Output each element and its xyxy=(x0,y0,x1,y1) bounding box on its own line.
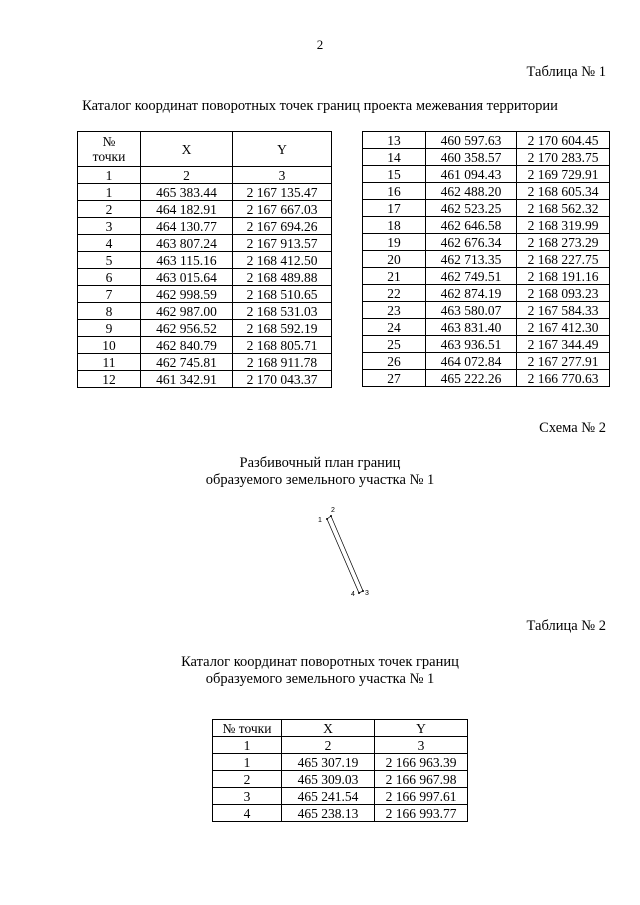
table-row xyxy=(363,302,610,319)
x-coordinate-cell: 462 676.34 xyxy=(426,234,517,251)
table-row xyxy=(363,166,610,183)
x-coordinate-cell: 462 998.59 xyxy=(141,286,233,303)
x-coordinate-cell: 464 130.77 xyxy=(141,218,233,235)
x-coordinate-cell: 462 745.81 xyxy=(141,354,233,371)
table-row xyxy=(363,251,610,268)
y-coordinate-cell: 2 168 911.78 xyxy=(233,354,332,371)
x-coordinate-cell: 463 115.16 xyxy=(141,252,233,269)
header-x: X xyxy=(282,720,375,737)
x-coordinate-cell: 460 358.57 xyxy=(426,149,517,166)
x-coordinate-cell: 463 936.51 xyxy=(426,336,517,353)
table-row xyxy=(363,285,610,302)
point-number-cell: 23 xyxy=(363,302,426,319)
x-coordinate-cell: 461 342.91 xyxy=(141,371,233,388)
point-number-cell: 19 xyxy=(363,234,426,251)
point-label-3: 3 xyxy=(365,590,369,597)
point-number-cell: 20 xyxy=(363,251,426,268)
x-coordinate-cell: 465 383.44 xyxy=(141,184,233,201)
y-coordinate-cell: 2 167 694.26 xyxy=(233,218,332,235)
table1-label: Таблица № 1 xyxy=(526,64,606,80)
point-number-cell: 10 xyxy=(78,337,141,354)
x-coordinate-cell: 465 222.26 xyxy=(426,370,517,387)
table-row xyxy=(363,200,610,217)
table-row xyxy=(78,354,332,371)
table1-right xyxy=(362,131,610,387)
x-coordinate-cell: 462 874.19 xyxy=(426,285,517,302)
x-coordinate-cell: 461 094.43 xyxy=(426,166,517,183)
index-cell: 3 xyxy=(375,737,468,754)
table-row xyxy=(363,217,610,234)
point-label-2: 2 xyxy=(331,507,335,514)
table-index-row xyxy=(78,167,332,184)
y-coordinate-cell: 2 168 093.23 xyxy=(517,285,610,302)
point-number-cell: 6 xyxy=(78,269,141,286)
x-coordinate-cell: 462 840.79 xyxy=(141,337,233,354)
table2-title-line1: Каталог координат поворотных точек границ xyxy=(181,654,459,670)
point-number-cell: 1 xyxy=(78,184,141,201)
point-number-cell: 26 xyxy=(363,353,426,370)
index-cell: 3 xyxy=(233,167,332,184)
point-number-cell: 14 xyxy=(363,149,426,166)
point-number-cell: 18 xyxy=(363,217,426,234)
table-row xyxy=(78,252,332,269)
table2-label: Таблица № 2 xyxy=(526,618,606,634)
table-row xyxy=(213,788,468,805)
y-coordinate-cell: 2 169 729.91 xyxy=(517,166,610,183)
point-number-cell: 8 xyxy=(78,303,141,320)
table-row xyxy=(363,336,610,353)
x-coordinate-cell: 462 956.52 xyxy=(141,320,233,337)
table-row xyxy=(363,370,610,387)
table-row xyxy=(78,371,332,388)
y-coordinate-cell: 2 168 227.75 xyxy=(517,251,610,268)
table-row xyxy=(78,218,332,235)
table-row xyxy=(78,320,332,337)
point-number-cell: 22 xyxy=(363,285,426,302)
table-row xyxy=(363,319,610,336)
point-number-cell: 17 xyxy=(363,200,426,217)
y-coordinate-cell: 2 170 604.45 xyxy=(517,132,610,149)
table-row xyxy=(213,805,468,822)
point-number-cell: 3 xyxy=(78,218,141,235)
point-number-cell: 7 xyxy=(78,286,141,303)
y-coordinate-cell: 2 170 043.37 xyxy=(233,371,332,388)
point-number-cell: 2 xyxy=(78,201,141,218)
point-number-cell: 21 xyxy=(363,268,426,285)
point-number-cell: 9 xyxy=(78,320,141,337)
table-index-row xyxy=(213,737,468,754)
point-number-cell: 12 xyxy=(78,371,141,388)
x-coordinate-cell: 463 807.24 xyxy=(141,235,233,252)
scheme2-label: Схема № 2 xyxy=(539,420,606,436)
x-coordinate-cell: 464 072.84 xyxy=(426,353,517,370)
point-number-cell: 24 xyxy=(363,319,426,336)
header-x: X xyxy=(141,132,233,167)
y-coordinate-cell: 2 166 963.39 xyxy=(375,754,468,771)
point-number-cell: 16 xyxy=(363,183,426,200)
point-number-cell: 1 xyxy=(213,754,282,771)
point-number-cell: 5 xyxy=(78,252,141,269)
index-cell: 2 xyxy=(141,167,233,184)
x-coordinate-cell: 463 580.07 xyxy=(426,302,517,319)
point-marker-3 xyxy=(362,590,364,592)
x-coordinate-cell: 463 015.64 xyxy=(141,269,233,286)
index-cell: 1 xyxy=(213,737,282,754)
scheme2-title-line1: Разбивочный план границ xyxy=(239,455,401,471)
point-number-cell: 13 xyxy=(363,132,426,149)
x-coordinate-cell: 465 241.54 xyxy=(282,788,375,805)
y-coordinate-cell: 2 166 967.98 xyxy=(375,771,468,788)
x-coordinate-cell: 463 831.40 xyxy=(426,319,517,336)
page-number: 2 xyxy=(316,37,324,52)
header-point-number: № точки xyxy=(78,132,141,167)
y-coordinate-cell: 2 167 344.49 xyxy=(517,336,610,353)
point-marker-4 xyxy=(358,592,360,594)
y-coordinate-cell: 2 167 412.30 xyxy=(517,319,610,336)
y-coordinate-cell: 2 167 913.57 xyxy=(233,235,332,252)
x-coordinate-cell: 465 307.19 xyxy=(282,754,375,771)
y-coordinate-cell: 2 168 489.88 xyxy=(233,269,332,286)
index-cell: 1 xyxy=(78,167,141,184)
header-point-number: № точки xyxy=(213,720,282,737)
table-row xyxy=(78,184,332,201)
table1-title: Каталог координат поворотных точек границ проекта межевания территории xyxy=(82,98,558,114)
table-row xyxy=(363,183,610,200)
y-coordinate-cell: 2 168 412.50 xyxy=(233,252,332,269)
y-coordinate-cell: 2 166 997.61 xyxy=(375,788,468,805)
table-row xyxy=(363,268,610,285)
x-coordinate-cell: 462 523.25 xyxy=(426,200,517,217)
table-row xyxy=(363,132,610,149)
table-row xyxy=(78,303,332,320)
x-coordinate-cell: 462 713.35 xyxy=(426,251,517,268)
table-row xyxy=(363,353,610,370)
y-coordinate-cell: 2 167 584.33 xyxy=(517,302,610,319)
header-y: Y xyxy=(233,132,332,167)
boundary-plan-diagram xyxy=(300,500,390,605)
y-coordinate-cell: 2 168 562.32 xyxy=(517,200,610,217)
y-coordinate-cell: 2 168 605.34 xyxy=(517,183,610,200)
point-label-4: 4 xyxy=(351,591,355,598)
y-coordinate-cell: 2 168 531.03 xyxy=(233,303,332,320)
table2 xyxy=(212,719,468,822)
x-coordinate-cell: 462 987.00 xyxy=(141,303,233,320)
y-coordinate-cell: 2 167 135.47 xyxy=(233,184,332,201)
point-number-cell: 25 xyxy=(363,336,426,353)
table2-title-line2: образуемого земельного участка № 1 xyxy=(205,671,435,687)
y-coordinate-cell: 2 166 770.63 xyxy=(517,370,610,387)
x-coordinate-cell: 462 646.58 xyxy=(426,217,517,234)
table-row xyxy=(78,269,332,286)
y-coordinate-cell: 2 168 510.65 xyxy=(233,286,332,303)
x-coordinate-cell: 462 749.51 xyxy=(426,268,517,285)
table-header-row xyxy=(78,132,332,167)
y-coordinate-cell: 2 168 319.99 xyxy=(517,217,610,234)
table1-left xyxy=(77,131,332,388)
point-number-cell: 4 xyxy=(78,235,141,252)
point-number-cell: 27 xyxy=(363,370,426,387)
scheme2-title-line2: образуемого земельного участка № 1 xyxy=(205,472,435,488)
point-number-cell: 4 xyxy=(213,805,282,822)
table-row xyxy=(78,337,332,354)
table-row xyxy=(213,754,468,771)
point-number-cell: 2 xyxy=(213,771,282,788)
x-coordinate-cell: 462 488.20 xyxy=(426,183,517,200)
y-coordinate-cell: 2 168 273.29 xyxy=(517,234,610,251)
y-coordinate-cell: 2 166 993.77 xyxy=(375,805,468,822)
y-coordinate-cell: 2 167 667.03 xyxy=(233,201,332,218)
point-marker-2 xyxy=(330,515,332,517)
x-coordinate-cell: 464 182.91 xyxy=(141,201,233,218)
y-coordinate-cell: 2 170 283.75 xyxy=(517,149,610,166)
point-number-cell: 15 xyxy=(363,166,426,183)
table-row xyxy=(78,235,332,252)
point-number-cell: 3 xyxy=(213,788,282,805)
point-label-1: 1 xyxy=(318,517,322,524)
table-row xyxy=(78,286,332,303)
y-coordinate-cell: 2 168 191.16 xyxy=(517,268,610,285)
x-coordinate-cell: 465 238.13 xyxy=(282,805,375,822)
table-row xyxy=(78,201,332,218)
x-coordinate-cell: 460 597.63 xyxy=(426,132,517,149)
header-y: Y xyxy=(375,720,468,737)
point-marker-1 xyxy=(326,518,328,520)
index-cell: 2 xyxy=(282,737,375,754)
point-number-cell: 11 xyxy=(78,354,141,371)
y-coordinate-cell: 2 168 805.71 xyxy=(233,337,332,354)
table-row xyxy=(363,149,610,166)
table-header-row xyxy=(213,720,468,737)
x-coordinate-cell: 465 309.03 xyxy=(282,771,375,788)
y-coordinate-cell: 2 167 277.91 xyxy=(517,353,610,370)
table-row xyxy=(363,234,610,251)
table-row xyxy=(213,771,468,788)
y-coordinate-cell: 2 168 592.19 xyxy=(233,320,332,337)
land-plot-boundary xyxy=(327,516,363,593)
